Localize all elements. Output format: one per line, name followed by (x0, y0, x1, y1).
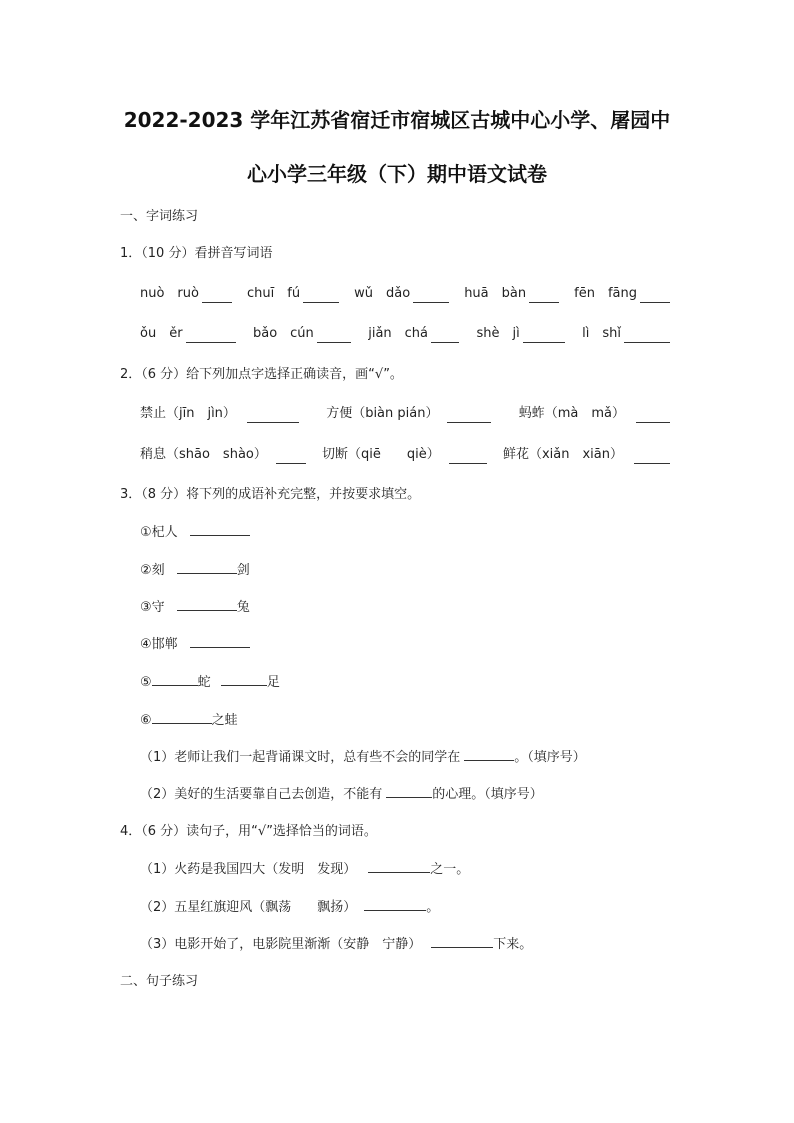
section-heading-1: 一、字词练习 (120, 209, 199, 224)
idiom-text: ②刻 (140, 563, 165, 578)
idiom-item-1 (140, 523, 250, 542)
subquestion-text: （2）美好的生活要靠自己去创造，不能有 (140, 787, 383, 802)
pinyin-text: bǎo cún (252, 326, 314, 341)
idiom-text: ⑥ (140, 713, 152, 728)
pinyin-item (464, 285, 559, 303)
pinyin-text: fēn fāng (574, 286, 637, 301)
reading-text: 禁止（jīn jìn） (140, 406, 236, 421)
idiom-text: ①杞人 (140, 525, 178, 540)
subquestion-text: （1）老师让我们一起背诵课文时，总有些不会的同学在 (140, 750, 461, 765)
pinyin-text: wǔ dǎo (354, 286, 411, 301)
pinyin-item (140, 285, 232, 303)
idiom-blank[interactable] (152, 673, 198, 686)
idiom-blank[interactable] (190, 635, 250, 648)
answer-blank[interactable] (634, 451, 670, 464)
pinyin-text: ǒu ěr (140, 326, 183, 341)
word-choice-sentence-2 (140, 898, 439, 917)
pinyin-item (582, 325, 670, 343)
subquestion-text: 。（填序号） (514, 750, 586, 765)
word-choice-sentence-1 (140, 860, 469, 879)
question-3-heading: 3．（8 分）将下列的成语补充完整，并按要求填空。 (120, 487, 421, 502)
reading-text: 稍息（shāo shào） (140, 447, 267, 462)
question-4-heading: 4．（6 分）读句子，用“√”选择恰当的词语。 (120, 824, 377, 839)
answer-blank[interactable] (449, 451, 487, 464)
answer-blank[interactable] (431, 330, 459, 343)
pinyin-item (368, 325, 459, 343)
idiom-text: ⑤ (140, 675, 152, 690)
subquestion-text: 的心理。（填序号） (432, 787, 543, 802)
idiom-text: ④邯郸 (140, 637, 178, 652)
pinyin-item (354, 285, 449, 303)
answer-blank[interactable] (464, 748, 514, 761)
answer-blank[interactable] (640, 290, 670, 303)
answer-blank[interactable] (386, 785, 432, 798)
pinyin-text: nuò ruò (140, 286, 199, 301)
answer-blank[interactable] (186, 330, 236, 343)
answer-blank[interactable] (364, 898, 426, 911)
idiom-text: ③守 (140, 600, 165, 615)
pinyin-item (247, 285, 339, 303)
idiom-text: 足 (266, 675, 280, 690)
answer-blank[interactable] (368, 860, 430, 873)
reading-text: 蚂蚱（mà mǎ） (518, 406, 625, 421)
sentence-text: （2）五星红旗迎风（飘荡 飘扬） (140, 900, 357, 915)
pinyin-row-1 (140, 285, 670, 303)
section-heading-2: 二、句子练习 (120, 974, 199, 989)
idiom-item-2 (140, 561, 250, 580)
sentence-text: （1）火药是我国四大（发明 发现） (140, 862, 357, 877)
idiom-blank[interactable] (221, 673, 267, 686)
idiom-blank[interactable] (152, 711, 212, 724)
reading-text: 切断（qiē qiè） (322, 447, 440, 462)
pinyin-text: huā bàn (464, 286, 527, 301)
idiom-blank[interactable] (177, 598, 237, 611)
answer-blank[interactable] (624, 330, 670, 343)
word-choice-sentence-3 (140, 935, 532, 954)
idiom-subquestion-2 (140, 785, 543, 804)
reading-text: 鲜花（xiǎn xiān） (502, 447, 623, 462)
answer-blank[interactable] (413, 290, 449, 303)
answer-blank[interactable] (303, 290, 339, 303)
idiom-text: 之蛙 (211, 713, 238, 728)
idiom-item-4 (140, 635, 250, 654)
idiom-text: 蛇 (197, 675, 211, 690)
pinyin-text: lì shǐ (582, 326, 621, 341)
reading-item (140, 446, 306, 464)
sentence-text: 。 (426, 900, 440, 915)
answer-blank[interactable] (636, 410, 670, 423)
pinyin-item (476, 325, 564, 343)
idiom-item-6 (140, 711, 238, 730)
reading-row-2 (140, 446, 670, 464)
page-title-line-1: 2022-2023 学年江苏省宿迁市宿城区古城中心小学、屠园中 (123, 108, 671, 132)
reading-item (503, 446, 670, 464)
question-2-heading: 2．（6 分）给下列加点字选择正确读音，画“√”。 (120, 367, 403, 382)
reading-text: 方便（biàn pián） (326, 406, 439, 421)
answer-blank[interactable] (529, 290, 559, 303)
answer-blank[interactable] (431, 935, 493, 948)
page-title-line-2: 心小学三年级（下）期中语文试卷 (247, 162, 547, 186)
pinyin-item (253, 325, 351, 343)
reading-item (519, 405, 670, 423)
answer-blank[interactable] (247, 410, 299, 423)
pinyin-row-2 (140, 325, 670, 343)
pinyin-text: chuī fú (247, 286, 301, 301)
reading-item (326, 405, 491, 423)
reading-item (140, 405, 299, 423)
pinyin-text: jiǎn chá (368, 326, 429, 341)
idiom-text: 剑 (236, 563, 250, 578)
question-1-heading: 1．（10 分）看拼音写词语 (120, 246, 273, 261)
pinyin-item (574, 285, 670, 303)
answer-blank[interactable] (447, 410, 491, 423)
reading-row-1 (140, 405, 670, 423)
idiom-blank[interactable] (177, 561, 237, 574)
answer-blank[interactable] (317, 330, 351, 343)
idiom-item-5 (140, 673, 280, 692)
answer-blank[interactable] (523, 330, 565, 343)
answer-blank[interactable] (202, 290, 232, 303)
sentence-text: 下来。 (493, 937, 533, 952)
idiom-item-3 (140, 598, 250, 617)
pinyin-text: shè jì (476, 326, 520, 341)
idiom-subquestion-1 (140, 748, 586, 767)
sentence-text: （3）电影开始了，电影院里渐渐（安静 宁静） (140, 937, 422, 952)
reading-item (322, 446, 487, 464)
pinyin-item (140, 325, 236, 343)
idiom-text: 兔 (236, 600, 250, 615)
answer-blank[interactable] (276, 451, 306, 464)
idiom-blank[interactable] (190, 523, 250, 536)
sentence-text: 之一。 (430, 862, 470, 877)
